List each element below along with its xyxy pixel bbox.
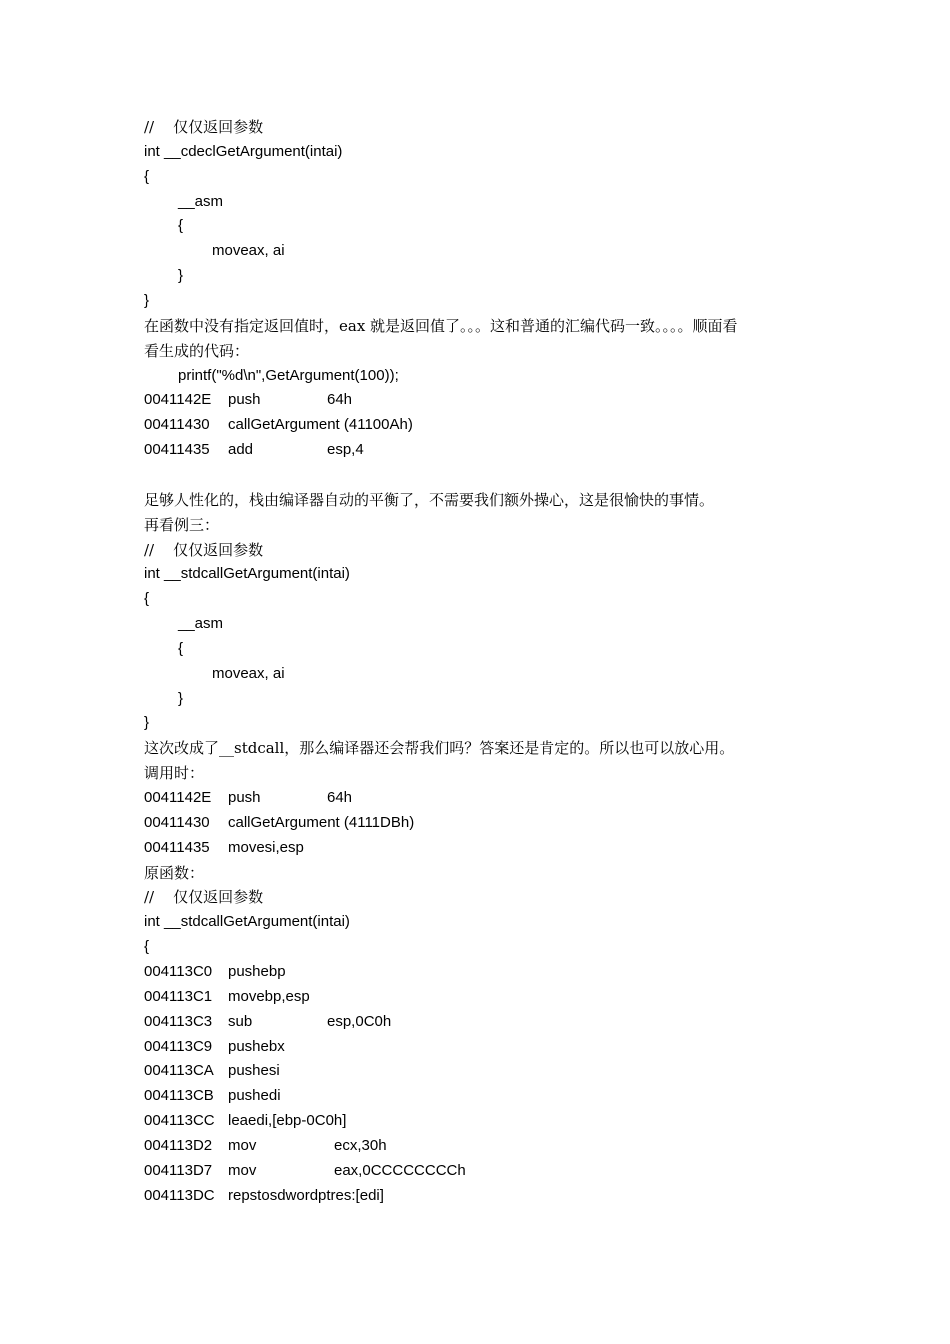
asm-instruction: pushebx [228, 1037, 285, 1055]
code-line: int __stdcallGetArgument(intai) [144, 913, 350, 931]
asm-instruction: leaedi,[ebp-0C0h] [228, 1112, 347, 1129]
code-line: printf("%d\n",GetArgument(100)); [178, 366, 399, 384]
asm-address: 00411435 [144, 441, 210, 459]
asm-address: 004113C9 [144, 1037, 213, 1055]
asm-operand: 64h [327, 391, 353, 409]
prose-line: // 仅仅返回参数 [144, 888, 264, 907]
asm-instruction: repstosdwordptres:[edi] [228, 1186, 384, 1204]
asm-address: 004113C0 [144, 962, 213, 980]
asm-instruction: callGetArgument (41100Ah) [228, 416, 413, 434]
asm-line [144, 813, 744, 833]
code-line: { [144, 938, 150, 956]
asm-instruction: callGetArgument (4111DBh) [228, 813, 415, 831]
prose-line: 足够人性化的，栈由编译器自动的平衡了，不需要我们额外操心，这是很愉快的事情。 [144, 490, 715, 509]
asm-instruction: sub [228, 1012, 253, 1030]
code-line: } [144, 714, 150, 732]
prose-line: 看生成的代码： [144, 341, 250, 360]
code-line: { [178, 639, 184, 657]
prose-line: // 仅仅返回参数 [144, 540, 264, 559]
asm-line [144, 1012, 744, 1032]
prose-line: 这次改成了__stdcall，那么编译器还会帮我们吗？答案还是肯定的。所以也可以放心用。 [144, 739, 735, 758]
asm-line [144, 788, 744, 808]
asm-address: 00411435 [144, 838, 210, 856]
asm-instruction: mov [228, 1161, 257, 1179]
asm-address: 004113DC [144, 1186, 215, 1204]
code-line: } [178, 689, 184, 707]
asm-line [144, 1186, 744, 1206]
asm-address: 004113D7 [144, 1161, 213, 1179]
asm-address: 00411430 [144, 813, 210, 831]
asm-address: 004113CA [144, 1062, 214, 1080]
asm-line [144, 962, 744, 982]
code-line: } [144, 292, 150, 309]
asm-address: 004113CC [144, 1112, 215, 1129]
asm-address: 0041142E [144, 391, 212, 409]
code-line: __asm [178, 192, 224, 210]
asm-line [144, 1136, 744, 1156]
asm-operand: ecx,30h [334, 1136, 387, 1154]
code-line: moveax, ai [212, 242, 285, 260]
asm-line [144, 1061, 744, 1081]
asm-line [144, 987, 744, 1007]
code-line: { [144, 590, 150, 608]
asm-address: 0041142E [144, 789, 212, 806]
asm-line [144, 1111, 744, 1131]
asm-line [144, 1086, 744, 1106]
asm-line [144, 1161, 744, 1181]
prose-line: // 仅仅返回参数 [144, 118, 264, 136]
code-line: int __cdeclGetArgument(intai) [144, 142, 343, 160]
asm-operand: esp,4 [327, 441, 364, 459]
code-line: moveax, ai [212, 664, 285, 682]
code-line: } [178, 267, 184, 285]
asm-operand: esp,0C0h [327, 1012, 392, 1030]
asm-line [144, 838, 744, 858]
code-line: { [178, 217, 184, 235]
code-line: int __stdcallGetArgument(intai) [144, 565, 350, 583]
asm-operand: 64h [327, 789, 353, 806]
asm-instruction: pushedi [228, 1087, 281, 1105]
asm-instruction: push [228, 789, 261, 806]
code-line: { [144, 167, 150, 185]
asm-address: 004113C1 [144, 987, 213, 1005]
asm-instruction: pushesi [228, 1062, 280, 1080]
asm-instruction: mov [228, 1136, 257, 1154]
asm-instruction: push [228, 391, 261, 409]
asm-address: 004113D2 [144, 1136, 213, 1154]
prose-line: 再看例三： [144, 515, 220, 534]
asm-line [144, 440, 744, 460]
prose-line: 在函数中没有指定返回值时，eax 就是返回值了。。。这和普通的汇编代码一致。。。。顺面看 [144, 316, 738, 335]
asm-address: 004113CB [144, 1087, 214, 1105]
asm-instruction: movebp,esp [228, 987, 310, 1005]
asm-instruction: pushebp [228, 962, 286, 980]
asm-instruction: movesi,esp [228, 838, 304, 856]
asm-line [144, 390, 744, 410]
asm-line [144, 1037, 744, 1057]
asm-instruction: add [228, 441, 254, 459]
prose-line: 原函数： [144, 863, 205, 882]
asm-operand: eax,0CCCCCCCCh [334, 1161, 466, 1179]
asm-address: 00411430 [144, 416, 210, 434]
asm-address: 004113C3 [144, 1012, 213, 1030]
asm-line [144, 415, 744, 435]
prose-line: 调用时： [144, 764, 205, 783]
code-line: __asm [178, 615, 224, 632]
